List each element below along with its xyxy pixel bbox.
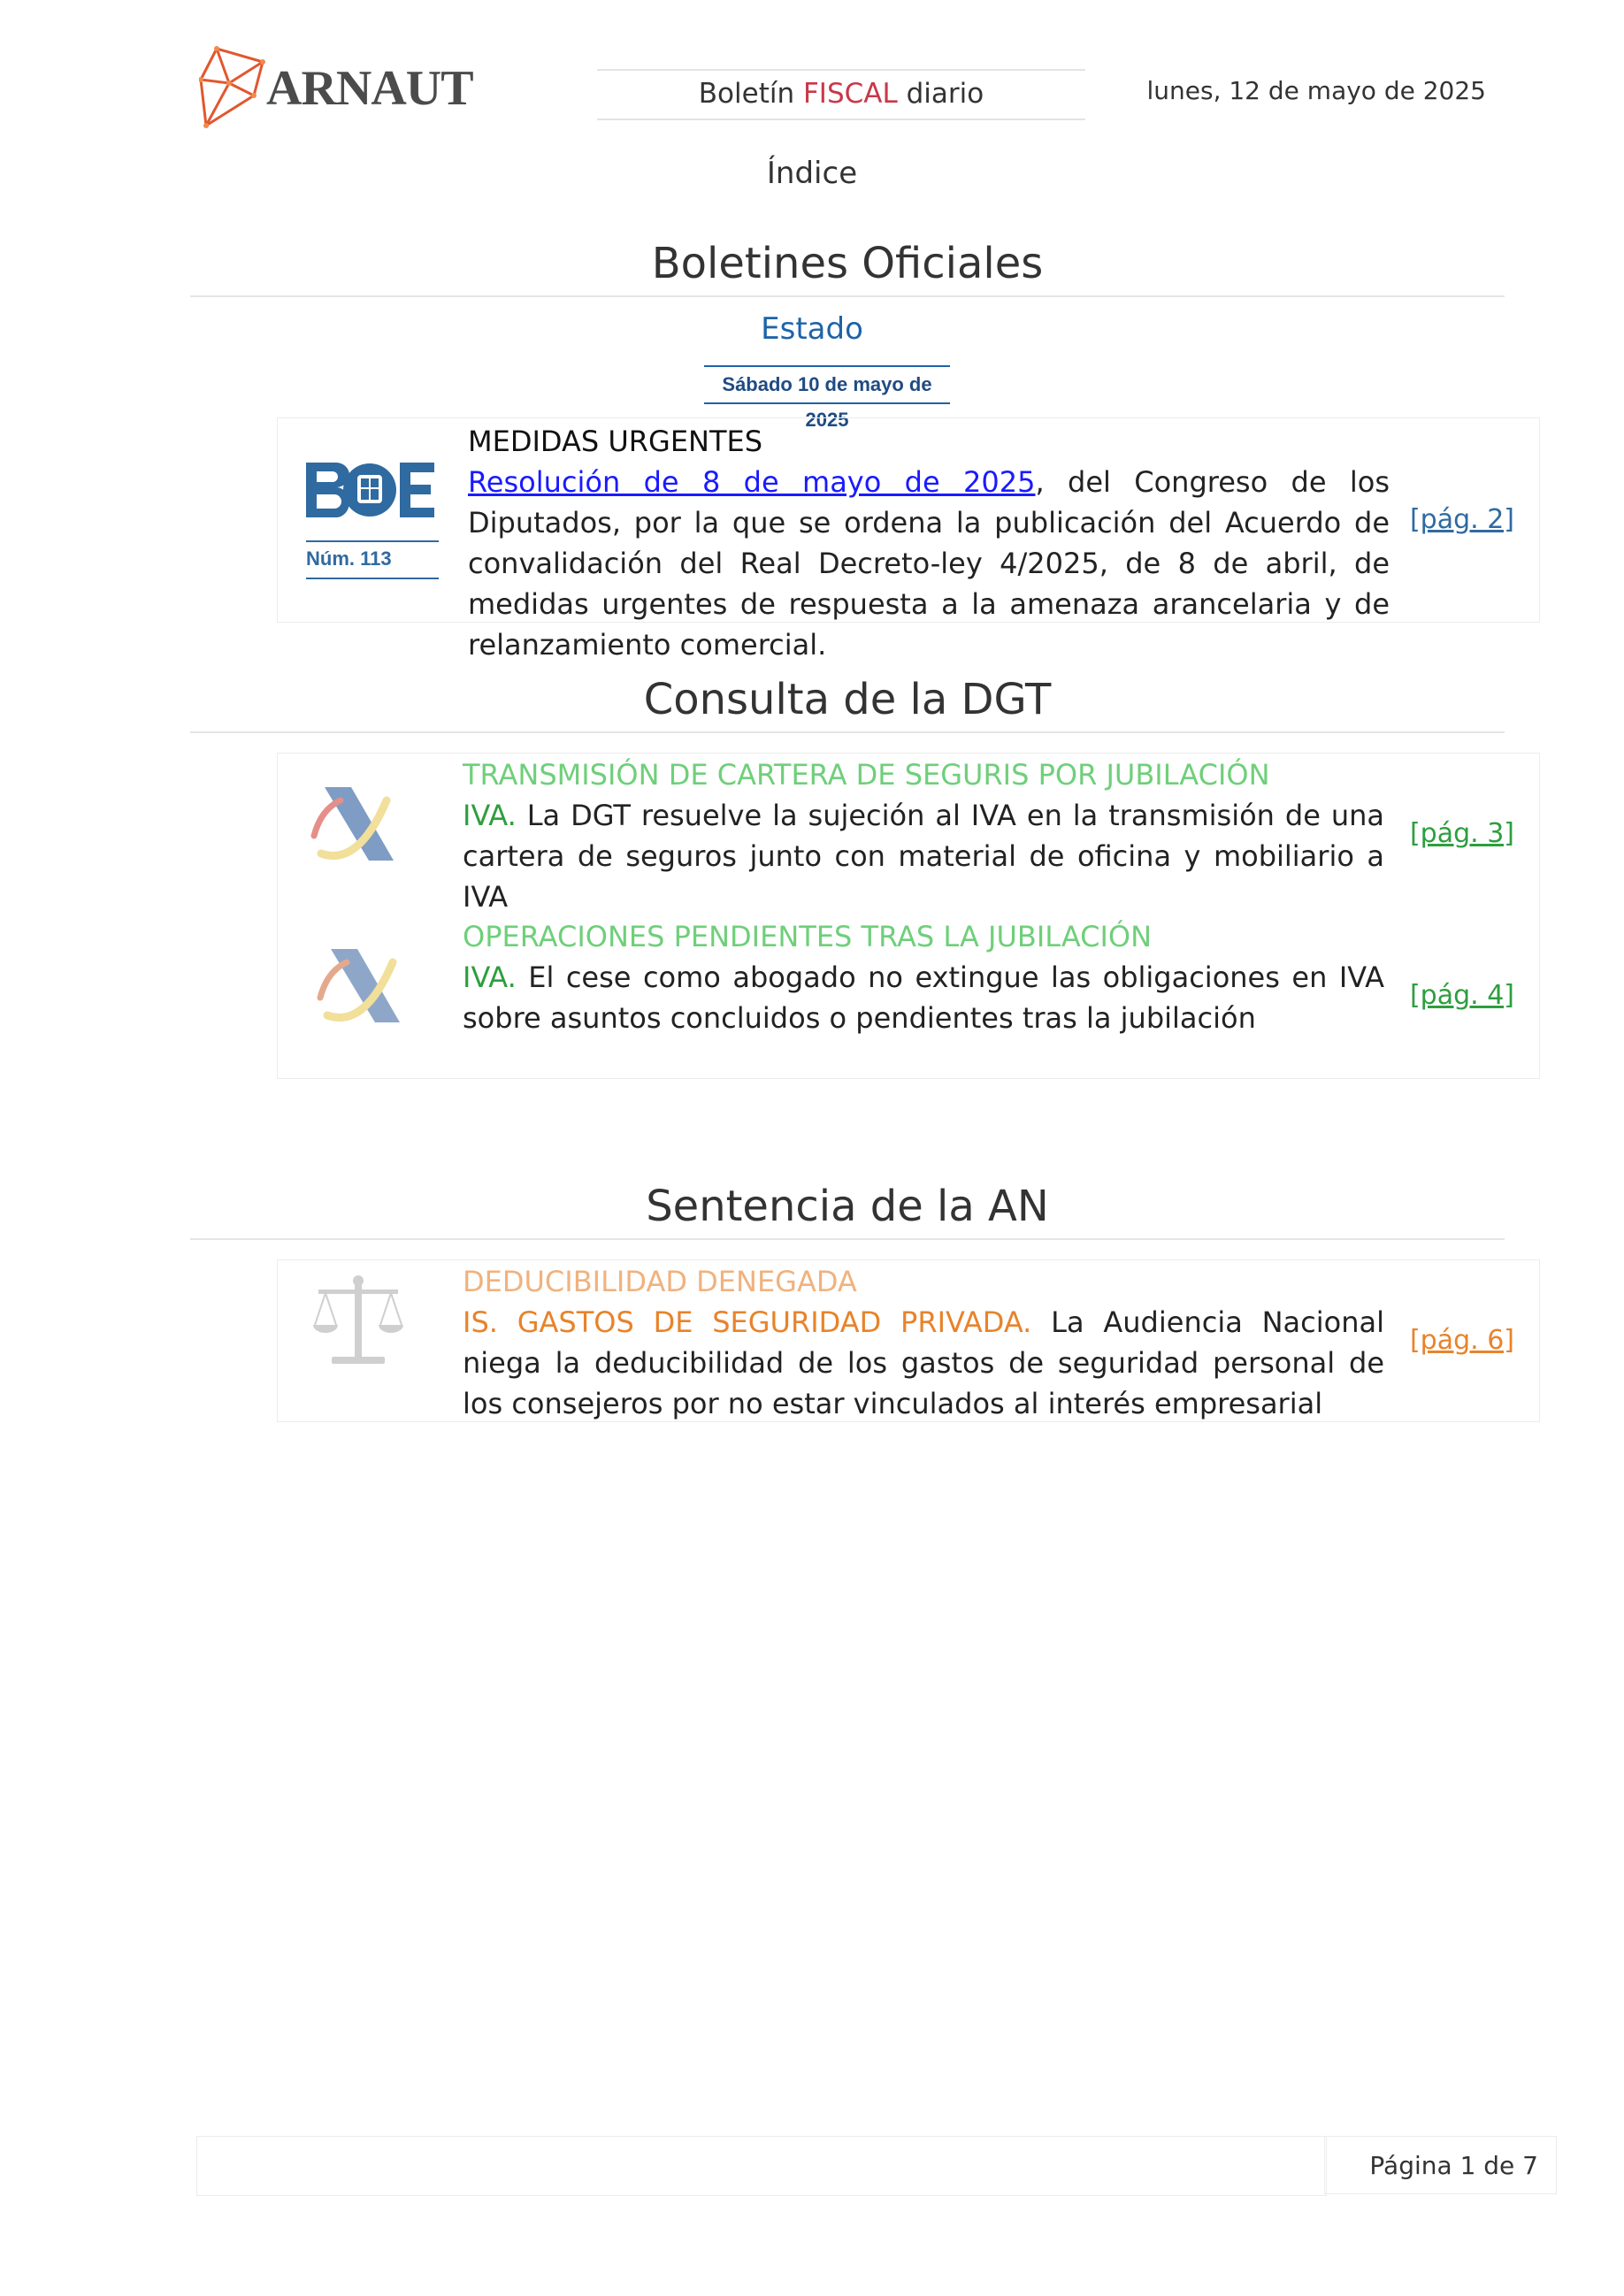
- page-number: Página 1 de 7: [1324, 2136, 1557, 2194]
- dgt-entry-2-heading: OPERACIONES PENDIENTES TRAS LA JUBILACIÓN: [463, 920, 1153, 953]
- an-entry-body: La Audiencia Nacional niega la deducibilidad de los gastos de seguridad personal de los consejeros por no estar vinculados al interés empresarial: [463, 1305, 1385, 1420]
- an-page-link[interactable]: [pág. 6]: [1409, 1325, 1514, 1356]
- boe-letters-icon: [306, 463, 434, 517]
- dgt-entry-1-page-link[interactable]: [pág. 3]: [1409, 818, 1514, 849]
- scales-of-justice-icon: [310, 1274, 407, 1371]
- boe-page-link[interactable]: [pág. 2]: [1409, 504, 1514, 535]
- dgt-entry-1-text: [463, 795, 1384, 917]
- dgt-entry-1-content: [463, 754, 1384, 917]
- index-title: Índice: [766, 156, 858, 191]
- boe-logo-icon: [306, 463, 439, 578]
- bulletin-title-accent: FISCAL: [802, 78, 898, 110]
- date-badge: Sábado 10 de mayo de 2025: [704, 365, 950, 404]
- section-title-an: Sentencia de la AN: [190, 1182, 1505, 1240]
- an-entry-content: [463, 1261, 1384, 1424]
- header-date: lunes, 12 de mayo de 2025: [1146, 76, 1486, 105]
- boe-entry-content: [468, 421, 1390, 665]
- boe-number: Núm. 113: [306, 540, 439, 579]
- aeat-logo-icon: [305, 783, 398, 867]
- an-entry-text: [463, 1302, 1384, 1424]
- arnaut-logo-icon: [199, 44, 270, 128]
- boe-entry-heading: MEDIDAS URGENTES: [468, 425, 763, 458]
- boe-entry-text: [468, 462, 1390, 665]
- dgt-entry-1-heading: TRANSMISIÓN DE CARTERA DE SEGURIS POR JUBILACIÓN: [463, 758, 1270, 792]
- dgt-entry-2-page-link[interactable]: [pág. 4]: [1409, 980, 1514, 1011]
- footer-left-cell: [196, 2136, 1327, 2196]
- bulletin-title: Boletín FISCAL diario: [597, 69, 1085, 120]
- arnaut-logo: [199, 44, 473, 133]
- section-title-boletines: Boletines Oficiales: [190, 239, 1505, 297]
- dgt-entry-2-body: El cese como abogado no extingue las obligaciones en IVA sobre asuntos concluidos o pendientes tras la jubilación: [463, 960, 1384, 1035]
- dgt-entry-1-body: La DGT resuelve la sujeción al IVA en la transmisión de una cartera de seguros junto con material de oficina y mobiliario a IVA: [463, 799, 1384, 914]
- dgt-entry-2-tag: IVA.: [463, 960, 517, 994]
- dgt-entry-2-content: [463, 916, 1384, 1038]
- arnaut-logo-text: ARNAUT: [266, 61, 473, 116]
- dgt-entry-1-tag: IVA.: [463, 799, 517, 832]
- boe-resolution-link[interactable]: Resolución de 8 de mayo de 2025: [468, 465, 1036, 499]
- aeat-logo-icon: [311, 945, 404, 1029]
- an-entry-tag: IS. GASTOS DE SEGURIDAD PRIVADA.: [463, 1305, 1032, 1339]
- section-title-dgt: Consulta de la DGT: [190, 675, 1505, 733]
- boe-entry-body: , del Congreso de los Diputados, por la que se ordena la publicación del Acuerdo de convalidación del Real Decreto-ley 4/2025, de 8 de abril, de medidas urgentes de respuesta a la amenaza arancelaria y de relanzamiento comercial.: [468, 465, 1390, 662]
- dgt-entry-2-text: [463, 957, 1384, 1038]
- subsection-estado: Estado: [761, 311, 863, 347]
- an-entry-heading: DEDUCIBILIDAD DENEGADA: [463, 1265, 857, 1298]
